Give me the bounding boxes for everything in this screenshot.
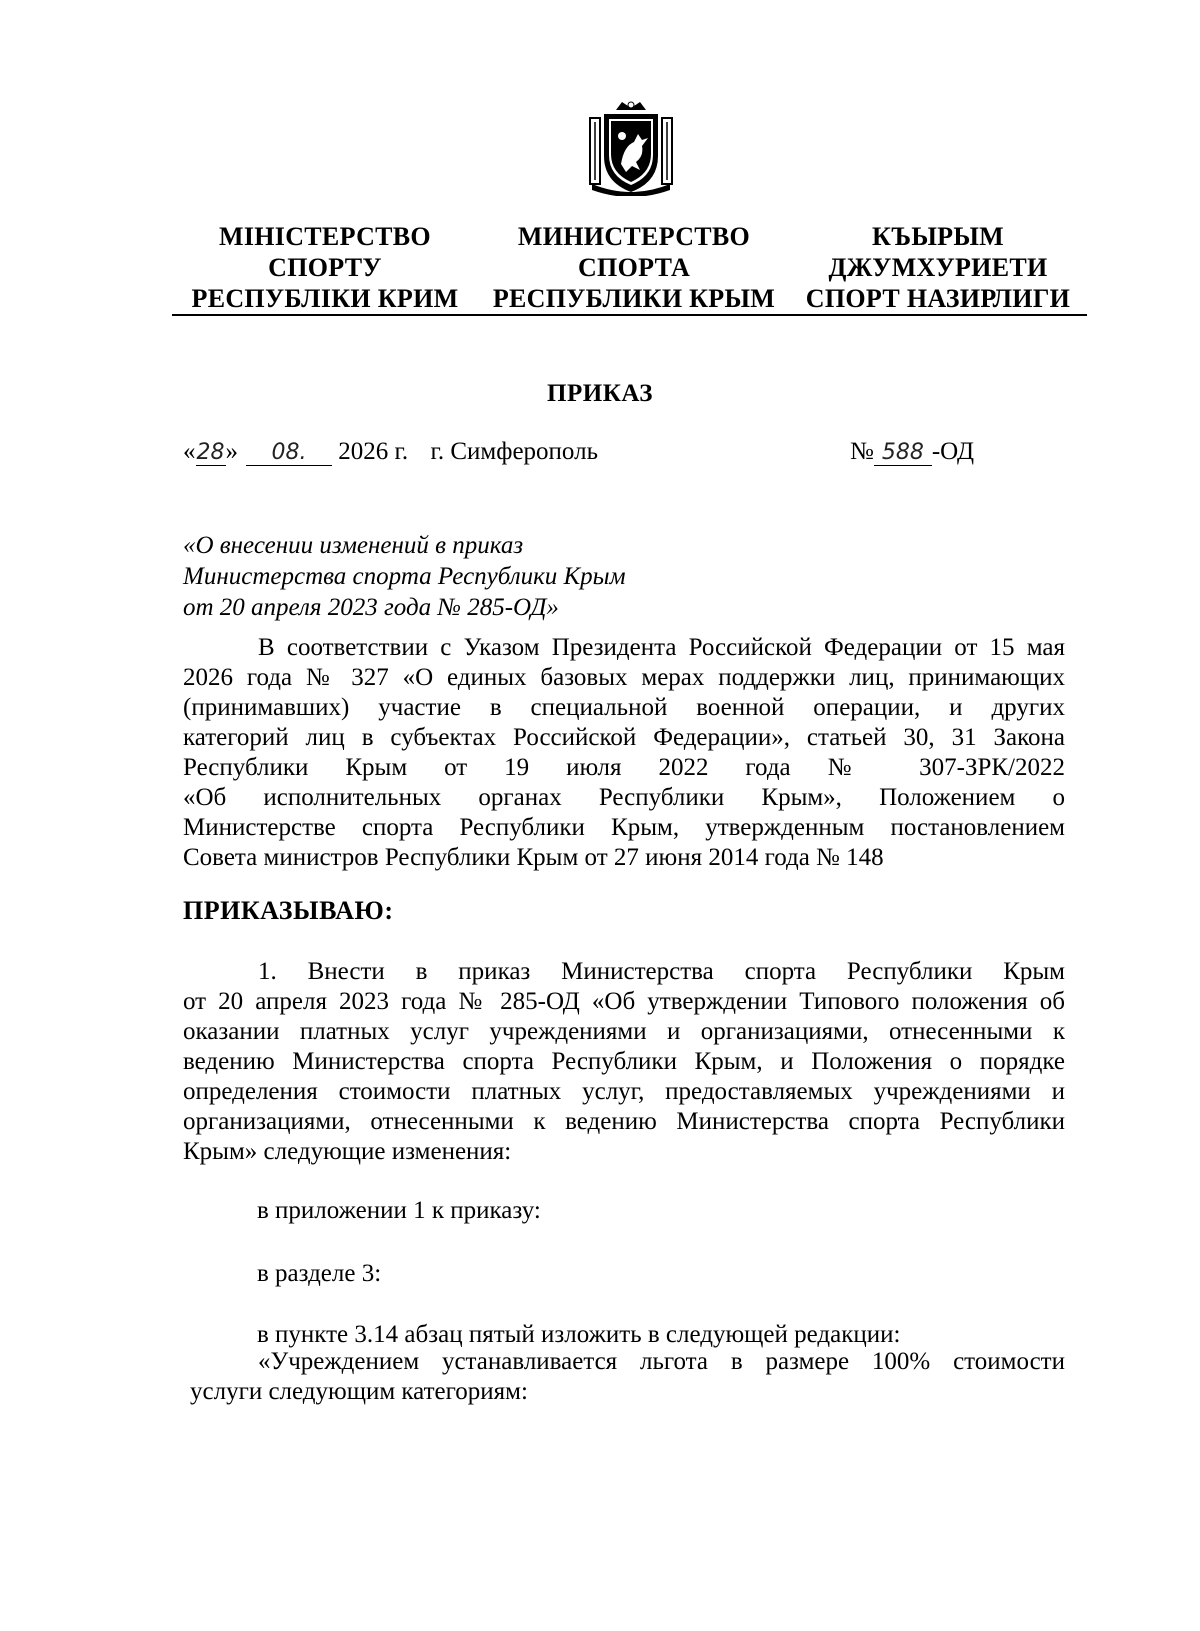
- header-ministry-crimean-tatar: [788, 221, 1088, 314]
- text-line: организациями, отнесенными к ведению Министерства спорта Республики: [183, 1108, 1065, 1135]
- header-ministry-russian: [474, 221, 794, 314]
- point-line: в пункте 3.14 абзац пятый изложить в следующей редакции:: [257, 1321, 901, 1348]
- text-line: ведению Министерства спорта Республики Крым, и Положения о порядке: [183, 1048, 1065, 1075]
- text-line: определения стоимости платных услуг, предоставляемых учреждениями и: [183, 1078, 1065, 1105]
- subject-line: от 20 апреля 2023 года № 285-ОД»: [183, 594, 559, 621]
- text-line: услуги следующим категориям:: [190, 1378, 528, 1405]
- date-close-quote: »: [225, 438, 238, 465]
- header-line: МІНІСТЕРСТВО: [219, 222, 431, 251]
- text-line: 2026 года № 327 «О единых базовых мерах поддержки лиц, принимающих: [183, 664, 1065, 691]
- subject-line: «О внесении изменений в приказ: [183, 532, 524, 559]
- text-line: 1. Внести в приказ Министерства спорта Республики Крым: [258, 958, 1065, 985]
- city: г. Симферополь: [430, 438, 598, 465]
- order-number: [850, 438, 974, 466]
- order-date: [183, 438, 598, 466]
- date-open-quote: «: [183, 438, 196, 465]
- header-line: ДЖУМХУРИЕТИ: [828, 253, 1048, 282]
- text-line: Совета министров Республики Крым от 27 июня 2014 года № 148: [183, 844, 884, 871]
- text-line: В соответствии с Указом Президента Российской Федерации от 15 мая: [258, 634, 1065, 661]
- header-line: МИНИСТЕРСТВО: [517, 222, 751, 251]
- text-line: оказании платных услуг учреждениями и организациями, отнесенными к: [183, 1018, 1065, 1045]
- text-line: категорий лиц в субъектах Российской Федерации», статьей 30, 31 Закона: [183, 724, 1065, 751]
- text-line: от 20 апреля 2023 года № 285-ОД «Об утверждении Типового положения об: [183, 988, 1065, 1015]
- item-1-paragraph: [183, 957, 1065, 1167]
- header-line: СПОРТУ: [268, 253, 382, 282]
- text-line: «Учреждением устанавливается льгота в размере 100% стоимости: [258, 1348, 1065, 1375]
- text-line: Министерстве спорта Республики Крым, утвержденным постановлением: [183, 814, 1065, 841]
- header-line: КЪЫРЫМ: [871, 222, 1005, 251]
- handwritten-month: 08.: [246, 441, 332, 466]
- header-divider: [172, 314, 1087, 316]
- header-ministry-ukrainian: [165, 221, 485, 314]
- text-line: Республики Крым от 19 июля 2022 года № 307-ЗРК/2022: [183, 754, 1065, 781]
- preamble-paragraph: [183, 633, 1065, 873]
- subject-line: Министерства спорта Республики Крым: [183, 563, 626, 590]
- date-year: 2026 г.: [338, 438, 409, 465]
- quoted-amendment: [190, 1347, 1065, 1407]
- coat-of-arms-crimea-icon: [586, 100, 676, 196]
- order-subject: [183, 530, 626, 623]
- number-sign: №: [850, 438, 874, 465]
- appendix-line: в приложении 1 к приказу:: [257, 1197, 541, 1224]
- section-line: в разделе 3:: [257, 1260, 382, 1287]
- document-title: ПРИКАЗ: [547, 380, 653, 407]
- text-line: Крым» следующие изменения:: [183, 1138, 512, 1165]
- header-line: РЕСПУБЛИКИ КРЫМ: [492, 284, 776, 313]
- text-line: «Об исполнительных органах Республики Крым», Положением о: [183, 784, 1065, 811]
- header-line: СПОРТА: [577, 253, 691, 282]
- number-suffix: -ОД: [931, 438, 975, 465]
- text-line: (принимавших) участие в специальной военной операции, и других: [183, 694, 1065, 721]
- handwritten-day: 28: [196, 440, 225, 465]
- handwritten-number: 588: [874, 441, 932, 466]
- header-line: СПОРТ НАЗИРЛИГИ: [805, 284, 1071, 313]
- order-word: ПРИКАЗЫВАЮ:: [183, 896, 394, 925]
- header-line: РЕСПУБЛІКИ КРИМ: [191, 284, 459, 313]
